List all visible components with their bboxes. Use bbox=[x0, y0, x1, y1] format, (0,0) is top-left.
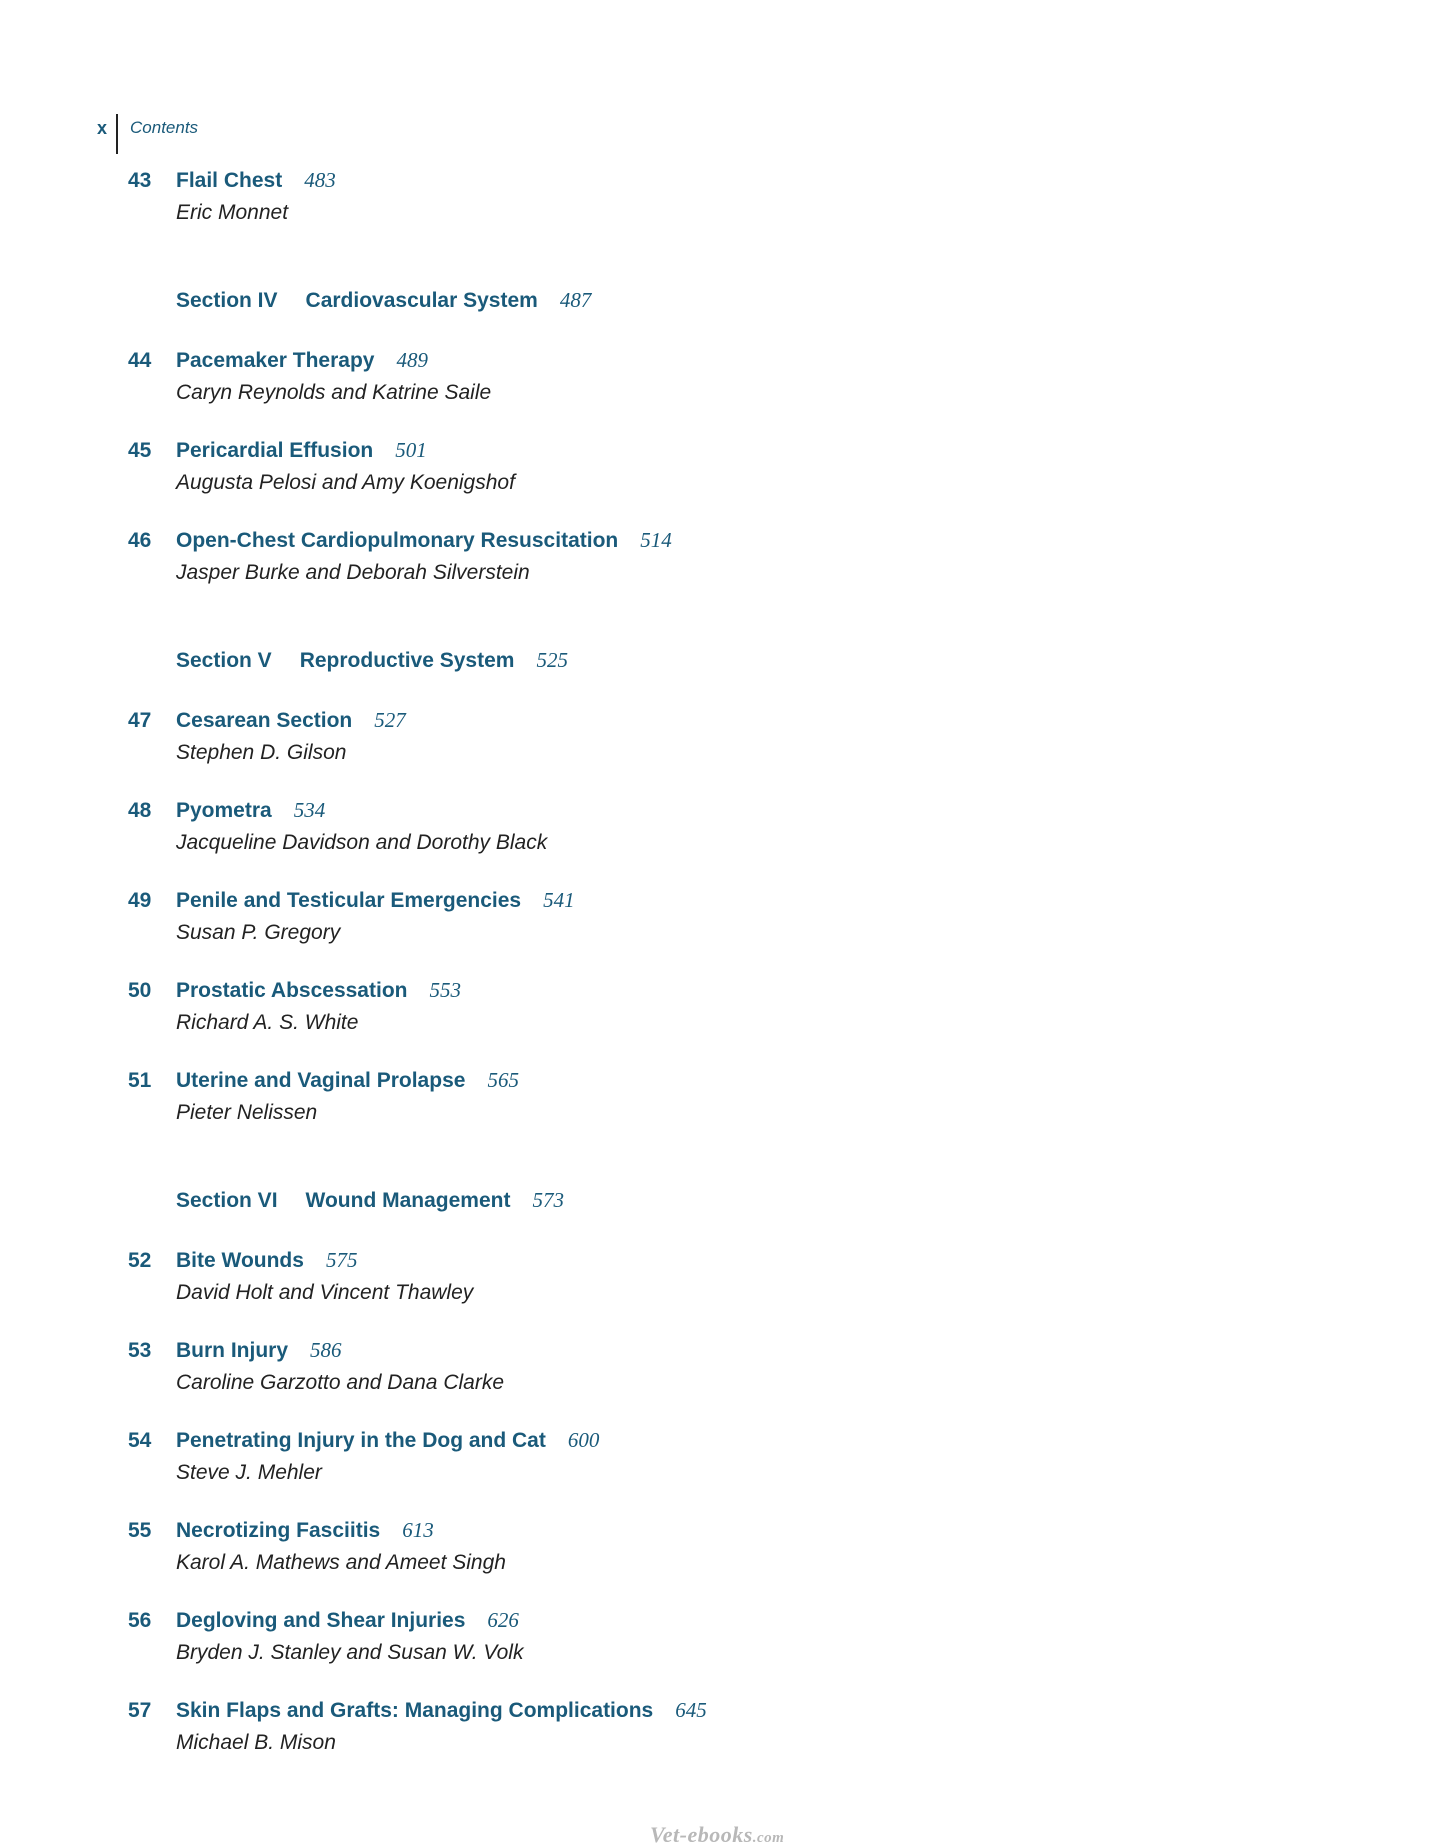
toc-entry[interactable] bbox=[128, 888, 1328, 948]
chapter-page: 541 bbox=[543, 888, 575, 912]
toc-entry[interactable] bbox=[128, 1428, 1328, 1488]
toc-entry[interactable] bbox=[128, 1608, 1328, 1668]
section-label: Section IV bbox=[176, 289, 278, 312]
section-heading[interactable] bbox=[176, 288, 591, 318]
section-page: 525 bbox=[536, 648, 568, 672]
chapter-title[interactable]: Pyometra bbox=[176, 799, 272, 822]
chapter-title[interactable]: Open-Chest Cardiopulmonary Resuscitation bbox=[176, 529, 619, 552]
toc-entry[interactable] bbox=[128, 798, 1328, 858]
chapter-number: 54 bbox=[128, 1429, 152, 1452]
chapter-title[interactable]: Penetrating Injury in the Dog and Cat bbox=[176, 1429, 546, 1452]
chapter-page: 553 bbox=[429, 978, 461, 1002]
chapter-authors: Jacqueline Davidson and Dorothy Black bbox=[176, 831, 548, 854]
toc-entry[interactable] bbox=[128, 168, 1328, 228]
section-title[interactable]: Wound Management bbox=[305, 1189, 511, 1212]
chapter-authors: Augusta Pelosi and Amy Koenigshof bbox=[176, 471, 515, 494]
chapter-number: 49 bbox=[128, 889, 152, 912]
chapter-number: 44 bbox=[128, 349, 152, 372]
chapter-page: 483 bbox=[304, 168, 336, 192]
toc-entry[interactable] bbox=[128, 1068, 1328, 1128]
chapter-title[interactable]: Burn Injury bbox=[176, 1339, 289, 1362]
chapter-authors: Richard A. S. White bbox=[176, 1011, 359, 1034]
chapter-title[interactable]: Flail Chest bbox=[176, 169, 283, 192]
chapter-page: 534 bbox=[293, 798, 326, 822]
chapter-title[interactable]: Skin Flaps and Grafts: Managing Complications bbox=[176, 1699, 654, 1722]
chapter-authors: Jasper Burke and Deborah Silverstein bbox=[176, 561, 530, 584]
chapter-authors: Susan P. Gregory bbox=[176, 921, 341, 944]
watermark-text: Vet-ebooks bbox=[650, 1822, 753, 1847]
section-page: 487 bbox=[559, 288, 592, 312]
chapter-number: 43 bbox=[128, 169, 152, 192]
chapter-authors: Caryn Reynolds and Katrine Saile bbox=[176, 381, 492, 404]
chapter-authors: David Holt and Vincent Thawley bbox=[176, 1281, 474, 1304]
chapter-title[interactable]: Necrotizing Fasciitis bbox=[176, 1519, 381, 1542]
chapter-title[interactable]: Degloving and Shear Injuries bbox=[176, 1609, 466, 1632]
chapter-page: 489 bbox=[396, 348, 428, 372]
chapter-number: 55 bbox=[128, 1519, 152, 1542]
section-heading[interactable] bbox=[176, 1188, 564, 1218]
chapter-authors: Karol A. Mathews and Ameet Singh bbox=[176, 1551, 506, 1574]
chapter-authors: Caroline Garzotto and Dana Clarke bbox=[176, 1371, 505, 1394]
chapter-title[interactable]: Cesarean Section bbox=[176, 709, 353, 732]
chapter-number: 52 bbox=[128, 1249, 152, 1272]
watermark-suffix: .com bbox=[752, 1830, 785, 1846]
toc-entry[interactable] bbox=[128, 528, 1328, 588]
toc-entry[interactable] bbox=[128, 1698, 1328, 1758]
toc-entry[interactable] bbox=[128, 1248, 1328, 1308]
section-title[interactable]: Reproductive System bbox=[299, 649, 515, 672]
section-label: Section VI bbox=[176, 1189, 278, 1212]
section-title[interactable]: Cardiovascular System bbox=[305, 289, 538, 312]
section-page: 573 bbox=[532, 1188, 564, 1212]
chapter-authors: Pieter Nelissen bbox=[176, 1101, 318, 1124]
chapter-page: 575 bbox=[325, 1248, 358, 1272]
running-head bbox=[97, 114, 198, 154]
chapter-page: 514 bbox=[640, 528, 672, 552]
chapter-authors: Steve J. Mehler bbox=[176, 1461, 322, 1484]
chapter-number: 46 bbox=[128, 529, 152, 552]
chapter-title[interactable]: Penile and Testicular Emergencies bbox=[176, 889, 522, 912]
page-folio: x bbox=[97, 118, 108, 138]
chapter-title[interactable]: Prostatic Abscessation bbox=[176, 979, 408, 1002]
chapter-authors: Stephen D. Gilson bbox=[176, 741, 347, 764]
chapter-page: 600 bbox=[567, 1428, 600, 1452]
running-head-rule bbox=[116, 114, 118, 154]
chapter-number: 56 bbox=[128, 1609, 152, 1632]
chapter-authors: Michael B. Mison bbox=[176, 1731, 336, 1754]
toc-entry[interactable] bbox=[128, 708, 1328, 768]
chapter-number: 51 bbox=[128, 1069, 152, 1092]
chapter-number: 45 bbox=[128, 439, 152, 462]
chapter-number: 47 bbox=[128, 709, 152, 732]
toc-entry[interactable] bbox=[128, 1518, 1328, 1578]
chapter-page: 586 bbox=[310, 1338, 342, 1362]
section-heading[interactable] bbox=[176, 648, 568, 678]
toc-entry[interactable] bbox=[128, 978, 1328, 1038]
watermark-logo bbox=[650, 1822, 784, 1848]
chapter-number: 48 bbox=[128, 799, 152, 822]
chapter-page: 645 bbox=[675, 1698, 707, 1722]
chapter-page: 626 bbox=[487, 1608, 519, 1632]
chapter-number: 57 bbox=[128, 1699, 152, 1722]
chapter-title[interactable]: Bite Wounds bbox=[176, 1249, 304, 1272]
chapter-title[interactable]: Uterine and Vaginal Prolapse bbox=[176, 1069, 466, 1092]
chapter-page: 501 bbox=[395, 438, 427, 462]
chapter-page: 565 bbox=[487, 1068, 519, 1092]
chapter-number: 53 bbox=[128, 1339, 152, 1362]
chapter-authors: Eric Monnet bbox=[176, 201, 289, 224]
chapter-title[interactable]: Pericardial Effusion bbox=[176, 439, 374, 462]
chapter-page: 527 bbox=[374, 708, 406, 732]
running-head-title: Contents bbox=[130, 118, 199, 137]
chapter-page: 613 bbox=[402, 1518, 434, 1542]
chapter-authors: Bryden J. Stanley and Susan W. Volk bbox=[176, 1641, 524, 1664]
toc-entry[interactable] bbox=[128, 1338, 1328, 1398]
section-label: Section V bbox=[176, 649, 272, 672]
toc-entry[interactable] bbox=[128, 438, 1328, 498]
chapter-title[interactable]: Pacemaker Therapy bbox=[176, 349, 375, 372]
toc-entry[interactable] bbox=[128, 348, 1328, 408]
chapter-number: 50 bbox=[128, 979, 152, 1002]
